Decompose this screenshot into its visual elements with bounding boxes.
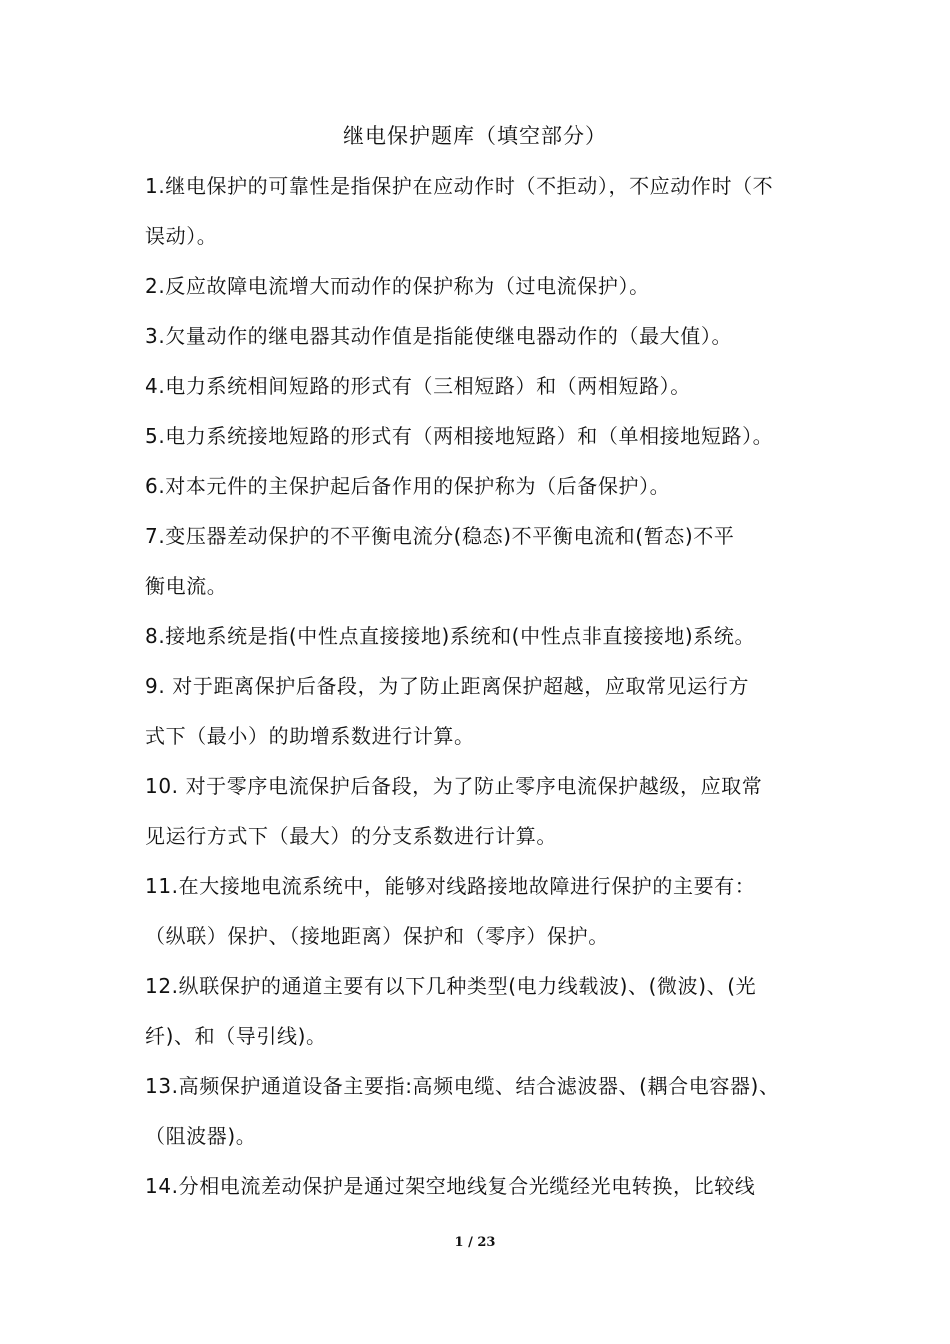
text-line: 6.对本元件的主保护起后备作用的保护称为（后备保护）。 bbox=[145, 474, 671, 498]
text-line: 11.在大接地电流系统中，能够对线路接地故障进行保护的主要有： bbox=[145, 874, 756, 898]
text-line: 13.高频保护通道设备主要指:高频电缆、结合滤波器、(耦合电容器)、 bbox=[145, 1074, 780, 1098]
text-line: 见运行方式下（最大）的分支系数进行计算。 bbox=[145, 824, 557, 848]
text-line: 4.电力系统相间短路的形式有（三相短路）和（两相短路）。 bbox=[145, 374, 691, 398]
text-line: 误动）。 bbox=[145, 224, 218, 248]
document-title: 继电保护题库（填空部分） bbox=[343, 124, 607, 148]
text-line: 纤)、和（导引线)。 bbox=[145, 1024, 327, 1048]
text-line: 7.变压器差动保护的不平衡电流分(稳态)不平衡电流和(暂态)不平 bbox=[145, 524, 735, 548]
text-line: 2.反应故障电流增大而动作的保护称为（过电流保护）。 bbox=[145, 274, 650, 298]
text-line: 式下（最小）的助增系数进行计算。 bbox=[145, 724, 475, 748]
text-line: 3.欠量动作的继电器其动作值是指能使继电器动作的（最大值）。 bbox=[145, 324, 733, 348]
text-line: （纵联）保护、（接地距离）保护和（零序）保护。 bbox=[145, 924, 609, 948]
text-line: 9. 对于距离保护后备段，为了防止距离保护超越，应取常见运行方 bbox=[145, 674, 750, 698]
text-line: 10. 对于零序电流保护后备段，为了防止零序电流保护越级，应取常 bbox=[145, 774, 763, 798]
text-line: （阻波器)。 bbox=[145, 1124, 257, 1148]
page-number: 1 / 23 bbox=[454, 1235, 496, 1250]
text-line: 衡电流。 bbox=[145, 574, 228, 598]
text-line: 12.纵联保护的通道主要有以下几种类型(电力线载波)、(微波)、(光 bbox=[145, 974, 757, 998]
text-line: 5.电力系统接地短路的形式有（两相接地短路）和（单相接地短路）。 bbox=[145, 424, 774, 448]
text-line: 1.继电保护的可靠性是指保护在应动作时（不拒动），不应动作时（不 bbox=[145, 174, 774, 198]
text-line: 8.接地系统是指(中性点直接接地)系统和(中性点非直接接地)系统。 bbox=[145, 624, 756, 648]
text-line: 14.分相电流差动保护是通过架空地线复合光缆经光电转换，比较线 bbox=[145, 1174, 756, 1198]
